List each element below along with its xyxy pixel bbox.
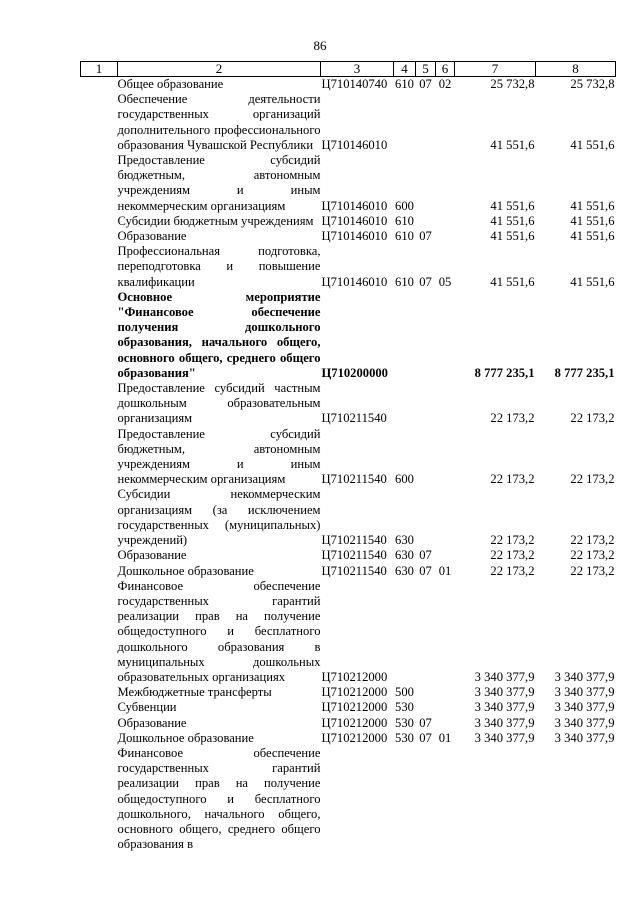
row-vr: 600 — [395, 198, 414, 213]
row-sum-2: 8 777 235,1 — [554, 365, 615, 380]
row-name: Предоставление субсидий бюджетным, автономным учреждениям и иным некоммерческим организациям — [117, 426, 321, 487]
row-vr — [394, 746, 416, 852]
row-number — [81, 685, 118, 700]
row-rz: 07 — [419, 274, 432, 289]
row-name: Обеспечение деятельности государственных организаций дополнительного профессионального образования Чувашской Республики — [117, 92, 321, 152]
row-vr — [394, 92, 416, 153]
row-sum-2: 3 340 377,9 — [554, 715, 615, 730]
row-vr: 530 — [395, 715, 414, 730]
row-pr: 01 — [438, 563, 452, 578]
row-sum-2: 41 551,6 — [570, 137, 615, 152]
row-vr: 630 — [395, 563, 414, 578]
row-code: Ц710211540 — [321, 548, 387, 563]
row-number — [81, 731, 118, 746]
row-sum-1: 22 173,2 — [490, 548, 535, 563]
row-name: Дошкольное образование — [117, 730, 254, 745]
row-sum-1 — [455, 746, 536, 852]
row-sum-1: 3 340 377,9 — [474, 715, 535, 730]
row-sum-2: 41 551,6 — [570, 274, 615, 289]
row-rz: 07 — [419, 229, 432, 244]
row-code: Ц710211540 — [321, 472, 387, 487]
row-name: Финансовое обеспечение государственных гарантий реализации прав на получение общедоступного и бесплатного дошкольного, начального общего, основного общего, среднего общего образования в — [117, 745, 321, 852]
row-sum-2: 22 173,2 — [570, 548, 615, 563]
row-sum-1: 22 173,2 — [490, 472, 535, 487]
row-number — [81, 290, 118, 381]
row-code: Ц710212000 — [321, 715, 388, 730]
row-number — [81, 716, 118, 731]
row-vr — [394, 579, 416, 685]
row-pr — [436, 427, 455, 488]
row-rz — [416, 381, 436, 427]
header-col-1: 1 — [81, 62, 118, 77]
row-sum-2: 22 173,2 — [570, 472, 615, 487]
budget-table — [80, 61, 616, 852]
row-name: Общее образование — [117, 77, 224, 91]
row-number — [81, 381, 118, 427]
row-name: Субвенции — [117, 700, 177, 715]
table-row — [81, 290, 616, 381]
row-code — [321, 746, 394, 852]
row-sum-1: 22 173,2 — [490, 411, 535, 426]
row-sum-1: 22 173,2 — [490, 563, 535, 578]
row-vr: 630 — [395, 533, 414, 548]
row-sum-1: 3 340 377,9 — [474, 685, 535, 700]
row-sum-2: 41 551,6 — [570, 198, 615, 213]
row-name: Основное мероприятие "Финансовое обеспечение получения дошкольного образования, начального общего, основного общего, среднего общего образования" — [117, 289, 321, 380]
row-pr — [436, 290, 455, 381]
row-name: Дошкольное образование — [117, 563, 254, 578]
row-number — [81, 564, 118, 579]
row-pr — [436, 92, 455, 153]
header-col-4: 4 — [394, 62, 416, 77]
header-col-6: 6 — [436, 62, 455, 77]
row-name: Образование — [117, 229, 187, 244]
header-col-3: 3 — [321, 62, 394, 77]
table-row — [81, 716, 616, 731]
table-row — [81, 92, 616, 153]
row-pr: 01 — [438, 730, 452, 745]
row-rz: 07 — [419, 730, 432, 745]
row-sum-2: 22 173,2 — [570, 533, 615, 548]
row-sum-2: 41 551,6 — [570, 213, 615, 228]
header-row — [81, 62, 616, 77]
table-row — [81, 731, 616, 746]
row-rz — [416, 214, 436, 229]
row-sum-1: 41 551,6 — [490, 198, 535, 213]
row-sum-2: 22 173,2 — [570, 563, 615, 578]
row-number — [81, 746, 118, 852]
row-vr — [394, 381, 416, 427]
table-row — [81, 381, 616, 427]
row-sum-1: 25 732,8 — [490, 77, 535, 91]
row-sum-2: 3 340 377,9 — [554, 685, 615, 700]
row-code: Ц710146010 — [321, 213, 388, 228]
row-pr: 05 — [438, 274, 452, 289]
row-number — [81, 487, 118, 548]
table-row — [81, 487, 616, 548]
row-code: Ц710212000 — [321, 730, 388, 745]
row-vr: 530 — [395, 700, 414, 715]
row-pr — [436, 548, 455, 563]
row-name: Финансовое обеспечение государственных гарантий реализации прав на получение общедоступного и бесплатного дошкольного образования в муниципальных дошкольных образовательных организациях — [117, 578, 321, 684]
row-sum-1: 22 173,2 — [490, 533, 535, 548]
table-row — [81, 700, 616, 715]
row-number — [81, 427, 118, 488]
row-vr: 500 — [395, 685, 414, 700]
row-sum-1: 3 340 377,9 — [474, 730, 535, 745]
header-col-5: 5 — [416, 62, 436, 77]
row-number — [81, 77, 118, 93]
row-rz — [416, 700, 436, 715]
table-row — [81, 685, 616, 700]
row-number — [81, 579, 118, 685]
row-code: Ц710200000 — [321, 365, 388, 380]
row-code: Ц710146010 — [321, 229, 388, 244]
page-number: 86 — [313, 38, 327, 53]
row-rz — [416, 579, 436, 685]
row-vr: 610 — [395, 229, 414, 244]
table-row — [81, 77, 616, 93]
row-rz: 07 — [419, 563, 432, 578]
row-pr — [436, 716, 455, 731]
row-code: Ц710212000 — [321, 669, 388, 684]
row-sum-1: 3 340 377,9 — [474, 669, 535, 684]
row-code: Ц710146010 — [321, 198, 388, 213]
row-sum-2: 25 732,8 — [570, 77, 615, 91]
row-sum-2: 3 340 377,9 — [554, 730, 615, 745]
table-row — [81, 548, 616, 563]
row-sum-1: 41 551,6 — [490, 274, 535, 289]
row-code: Ц710146010 — [321, 274, 388, 289]
row-pr — [436, 153, 455, 214]
row-name: Субсидии бюджетным учреждениям — [117, 213, 314, 228]
row-vr: 610 — [395, 77, 414, 91]
row-vr: 600 — [395, 472, 414, 487]
row-code: Ц710212000 — [321, 685, 388, 700]
row-code: Ц710211540 — [321, 533, 387, 548]
row-pr: 02 — [438, 77, 452, 91]
row-pr — [436, 381, 455, 427]
row-sum-2: 41 551,6 — [570, 229, 615, 244]
row-vr: 610 — [395, 274, 414, 289]
header-col-7: 7 — [455, 62, 536, 77]
row-code: Ц710211540 — [321, 563, 387, 578]
row-rz — [416, 746, 436, 852]
row-rz: 07 — [419, 715, 432, 730]
row-rz — [416, 153, 436, 214]
table-row — [81, 244, 616, 290]
row-sum-2: 22 173,2 — [570, 411, 615, 426]
row-rz: 07 — [419, 77, 432, 91]
table-body — [81, 77, 616, 853]
row-rz — [416, 290, 436, 381]
row-pr — [436, 229, 455, 244]
row-pr — [436, 579, 455, 685]
row-vr — [394, 290, 416, 381]
row-sum-1: 41 551,6 — [490, 213, 535, 228]
row-rz — [416, 487, 436, 548]
row-sum-2: 3 340 377,9 — [554, 700, 615, 715]
row-sum-1: 41 551,6 — [490, 137, 535, 152]
row-number — [81, 153, 118, 214]
row-code: Ц710211540 — [321, 411, 387, 426]
row-rz — [416, 685, 436, 700]
row-number — [81, 244, 118, 290]
row-rz: 07 — [419, 548, 432, 563]
row-name: Субсидии некоммерческим организациям (за исключением государственных (муниципальных) учреждений) — [117, 487, 321, 548]
row-rz — [416, 92, 436, 153]
row-sum-1: 41 551,6 — [490, 229, 535, 244]
row-vr: 530 — [395, 730, 414, 745]
row-pr — [436, 214, 455, 229]
header-col-8: 8 — [536, 62, 616, 77]
table-row — [81, 229, 616, 244]
row-number — [81, 92, 118, 153]
table-row — [81, 579, 616, 685]
table-row — [81, 153, 616, 214]
row-rz — [416, 427, 436, 488]
table-row — [81, 427, 616, 488]
row-name: Межбюджетные трансферты — [117, 685, 272, 700]
row-name: Профессиональная подготовка, переподготовка и повышение квалификации — [117, 244, 321, 289]
row-pr — [436, 487, 455, 548]
row-name: Предоставление субсидий бюджетным, автономным учреждениям и иным некоммерческим организациям — [117, 153, 321, 213]
row-number — [81, 214, 118, 229]
row-sum-1: 3 340 377,9 — [474, 700, 535, 715]
row-number — [81, 229, 118, 244]
row-sum-2 — [536, 746, 616, 852]
row-code: Ц710140740 — [321, 77, 388, 91]
table-row — [81, 564, 616, 579]
row-pr — [436, 685, 455, 700]
row-sum-1: 8 777 235,1 — [474, 365, 535, 380]
header-col-2: 2 — [118, 62, 321, 77]
row-number — [81, 700, 118, 715]
row-code: Ц710146010 — [321, 137, 388, 152]
row-pr — [436, 746, 455, 852]
row-vr: 610 — [395, 213, 414, 228]
row-name: Образование — [117, 715, 187, 730]
table-row — [81, 746, 616, 852]
row-code: Ц710212000 — [321, 700, 388, 715]
table-row — [81, 214, 616, 229]
row-pr — [436, 700, 455, 715]
row-vr: 630 — [395, 548, 414, 563]
row-name: Предоставление субсидий частным дошкольным образовательным организациям — [117, 381, 321, 426]
row-number — [81, 548, 118, 563]
row-sum-2: 3 340 377,9 — [554, 669, 615, 684]
row-name: Образование — [117, 548, 187, 563]
